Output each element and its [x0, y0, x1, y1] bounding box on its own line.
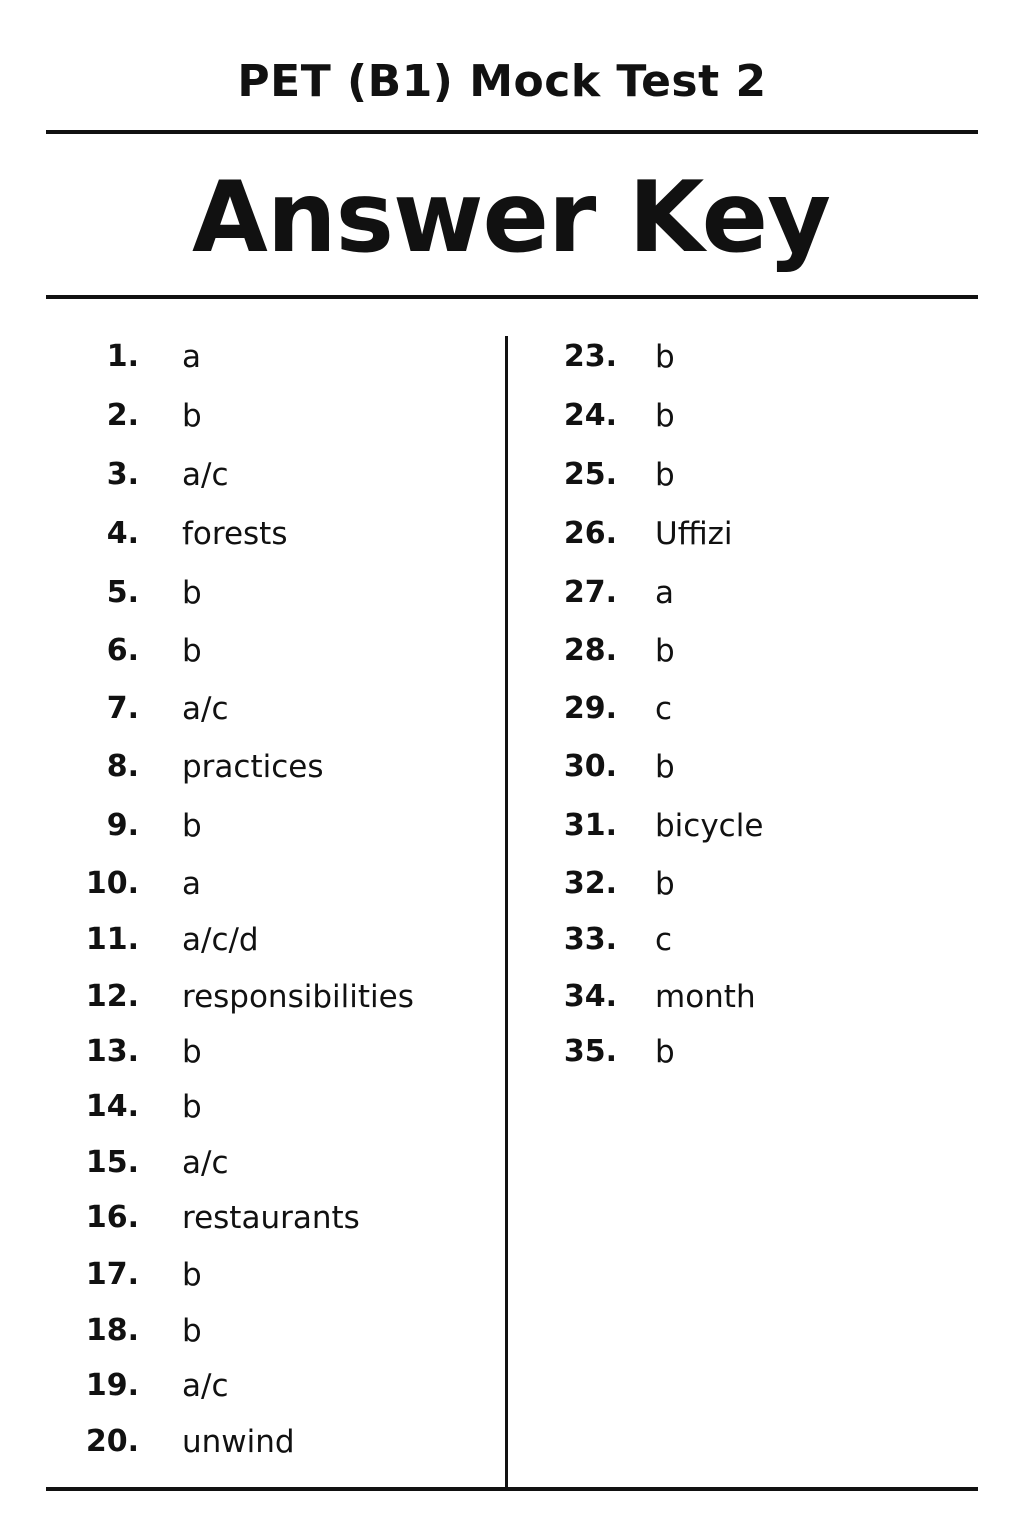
answer-row	[0, 1420, 1024, 1464]
question-number: 34.	[563, 979, 617, 1014]
question-number: 32.	[563, 866, 617, 901]
answer-text: c	[655, 922, 673, 958]
question-number: 23.	[563, 339, 617, 374]
answer-text: b	[655, 457, 675, 493]
question-number: 16.	[85, 1200, 139, 1235]
answer-text: month	[655, 979, 756, 1015]
question-number: 5.	[106, 575, 139, 610]
question-number: 27.	[563, 575, 617, 610]
question-number: 7.	[106, 691, 139, 726]
question-number: 14.	[85, 1089, 139, 1124]
answer-text: b	[182, 1313, 202, 1349]
answer-text: b	[182, 1257, 202, 1293]
answer-row	[0, 453, 1024, 497]
question-number: 17.	[85, 1257, 139, 1292]
answer-text: b	[182, 633, 202, 669]
question-number: 2.	[106, 398, 139, 433]
answer-row	[0, 1364, 1024, 1408]
answer-text: bicycle	[655, 808, 764, 844]
answer-row	[0, 512, 1024, 556]
question-number: 19.	[85, 1368, 139, 1403]
answer-text: practices	[182, 749, 324, 785]
question-number: 28.	[563, 633, 617, 668]
answer-text: b	[182, 1034, 202, 1070]
question-number: 1.	[106, 339, 139, 374]
question-number: 26.	[563, 516, 617, 551]
answer-row	[0, 1085, 1024, 1129]
question-number: 33.	[563, 922, 617, 957]
answer-text: a	[182, 866, 201, 902]
question-number: 4.	[106, 516, 139, 551]
answer-text: c	[655, 691, 673, 727]
answer-row	[0, 335, 1024, 379]
question-number: 11.	[85, 922, 139, 957]
column-divider	[505, 336, 508, 1488]
answer-text: b	[655, 633, 675, 669]
answer-text: restaurants	[182, 1200, 360, 1236]
divider-rule-bottom	[46, 1487, 978, 1491]
answer-text: b	[655, 398, 675, 434]
answer-text: Uffizi	[655, 516, 733, 552]
question-number: 31.	[563, 808, 617, 843]
answer-text: a/c	[182, 457, 229, 493]
answer-text: a/c/d	[182, 922, 259, 958]
answer-text: unwind	[182, 1424, 295, 1460]
question-number: 24.	[563, 398, 617, 433]
question-number: 25.	[563, 457, 617, 492]
answer-row	[0, 629, 1024, 673]
question-number: 30.	[563, 749, 617, 784]
answer-text: b	[182, 575, 202, 611]
answer-text: b	[182, 808, 202, 844]
answer-text: responsibilities	[182, 979, 414, 1015]
answer-row	[0, 1196, 1024, 1240]
answer-row	[0, 394, 1024, 438]
answer-row	[0, 975, 1024, 1019]
answer-text: b	[182, 1089, 202, 1125]
divider-rule-middle	[46, 295, 978, 299]
answer-text: a	[182, 339, 201, 375]
answer-row	[0, 745, 1024, 789]
answer-row	[0, 918, 1024, 962]
question-number: 6.	[106, 633, 139, 668]
document-subtitle: PET (B1) Mock Test 2	[237, 56, 767, 107]
answer-text: a/c	[182, 1368, 229, 1404]
divider-rule-top	[46, 130, 978, 134]
answer-row	[0, 862, 1024, 906]
question-number: 9.	[106, 808, 139, 843]
answer-row	[0, 571, 1024, 615]
question-number: 35.	[563, 1034, 617, 1069]
answer-text: b	[655, 866, 675, 902]
question-number: 18.	[85, 1313, 139, 1348]
question-number: 12.	[85, 979, 139, 1014]
answer-text: a/c	[182, 1145, 229, 1181]
answer-text: a/c	[182, 691, 229, 727]
question-number: 8.	[106, 749, 139, 784]
answer-text: b	[182, 398, 202, 434]
question-number: 10.	[85, 866, 139, 901]
question-number: 13.	[85, 1034, 139, 1069]
answer-text: a	[655, 575, 674, 611]
answer-text: b	[655, 1034, 675, 1070]
answer-row	[0, 1141, 1024, 1185]
answer-row	[0, 1309, 1024, 1353]
document-title: Answer Key	[192, 161, 830, 275]
answer-row	[0, 804, 1024, 848]
answer-row	[0, 1253, 1024, 1297]
question-number: 20.	[85, 1424, 139, 1459]
answer-text: b	[655, 749, 675, 785]
answer-text: forests	[182, 516, 288, 552]
question-number: 29.	[563, 691, 617, 726]
question-number: 3.	[106, 457, 139, 492]
answer-row	[0, 1030, 1024, 1074]
question-number: 15.	[85, 1145, 139, 1180]
answer-text: b	[655, 339, 675, 375]
answer-row	[0, 687, 1024, 731]
